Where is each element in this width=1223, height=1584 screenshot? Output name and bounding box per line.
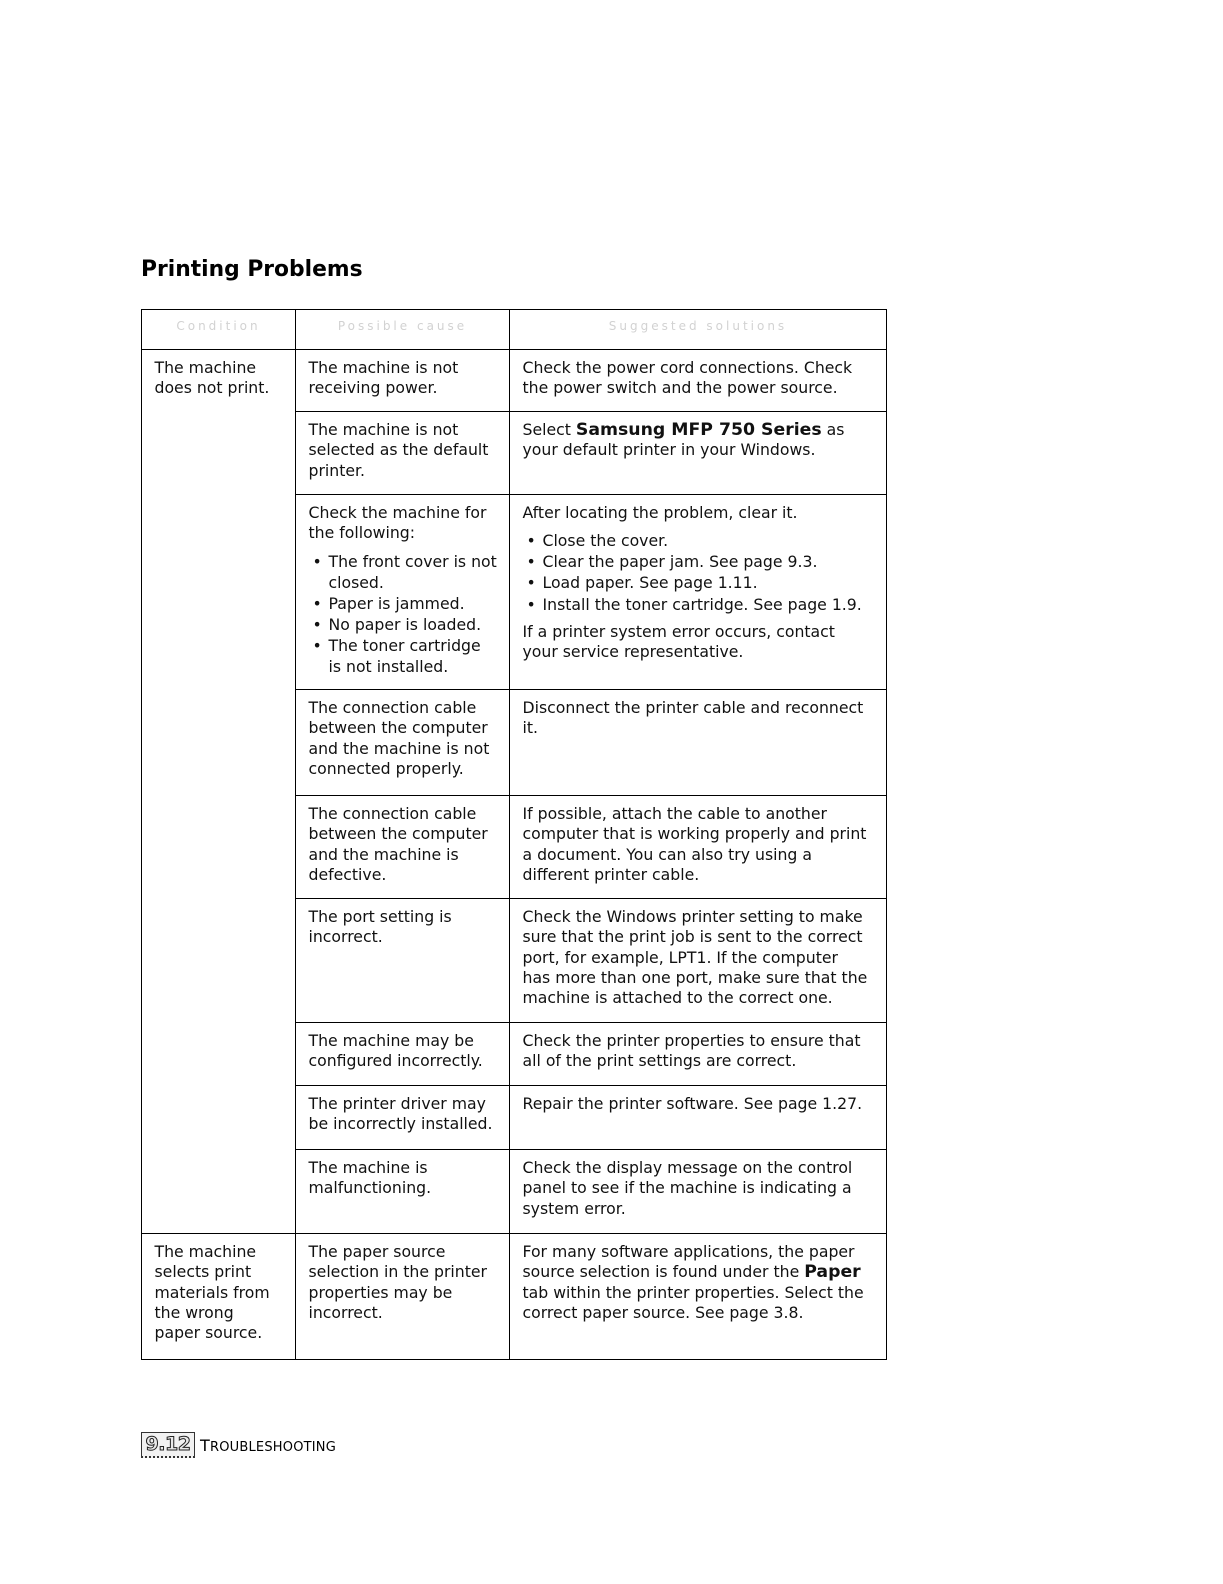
condition-cell	[142, 1234, 296, 1360]
header-solution: Suggested solutions	[510, 310, 887, 350]
header-row	[142, 310, 887, 350]
page-title: Printing Problems	[141, 257, 363, 282]
cause-text: The machine is not selected as the default printer.	[308, 420, 489, 480]
solution-text: If possible, attach the cable to another computer that is working properly and print a document. You can also try using a different printer cable.	[522, 804, 867, 884]
solution-cell	[510, 350, 887, 412]
bullet-item: • The toner cartridge is not installed.	[309, 635, 506, 677]
cause-cell	[296, 412, 510, 495]
bullet-item: • No paper is loaded.	[309, 614, 506, 635]
solution-outro-text: If a printer system error occurs, contact your service representative.	[522, 621, 835, 661]
cause-cell	[296, 1023, 510, 1086]
cause-text: The paper source selection in the printer properties may be incorrect.	[308, 1242, 487, 1322]
cause-text: The printer driver may be incorrectly installed.	[308, 1094, 493, 1134]
solution-cell	[510, 1150, 887, 1234]
section-label: TROUBLESHOOTING	[200, 1435, 337, 1455]
solution-cell	[510, 690, 887, 796]
condition-text: The machine selects print materials from the wrong paper source.	[154, 1242, 270, 1343]
solution-text: Check the printer properties to ensure that all of the print settings are correct.	[522, 1031, 861, 1071]
bullet-item: • Paper is jammed.	[309, 593, 506, 614]
bold-product-name: Samsung MFP 750 Series	[575, 420, 822, 440]
table-row	[142, 1234, 887, 1360]
cause-text: The machine is not receiving power.	[308, 358, 459, 398]
cause-text: The machine may be configured incorrectly.	[308, 1031, 483, 1071]
solution-cell	[510, 1234, 887, 1360]
solution-text-end: as your default printer in your Windows.	[522, 420, 845, 460]
cause-cell	[296, 690, 510, 796]
solution-cell	[510, 899, 887, 1023]
solution-cell	[510, 412, 887, 495]
solution-intro-text: After locating the problem, clear it.	[522, 503, 798, 522]
solution-cell	[510, 796, 887, 899]
header-possible-cause: Possible cause	[296, 310, 510, 350]
solution-text-start: Select	[522, 420, 576, 439]
cause-bullet-list	[309, 551, 506, 678]
cause-cell	[296, 1150, 510, 1234]
cause-cell	[296, 1234, 510, 1360]
solution-text: Check the display message on the control panel to see if the machine is indicating a system error.	[522, 1158, 853, 1218]
condition-cell	[142, 350, 296, 1234]
solution-cell	[510, 1023, 887, 1086]
solution-text-end: tab within the printer properties. Select the correct paper source. See page 3.8.	[522, 1282, 864, 1322]
cause-cell	[296, 350, 510, 412]
bullet-item: • Close the cover.	[523, 530, 883, 551]
solution-text: Check the Windows printer setting to make sure that the print job is sent to the correct port, for example, LPT1. If the computer has more than one port, make sure that the machine is attached to the correct one.	[522, 907, 868, 1008]
bullet-item: • Install the toner cartridge. See page 1.9.	[523, 594, 883, 615]
solution-cell	[510, 1086, 887, 1150]
solution-text: Check the power cord connections. Check the power switch and the power source.	[522, 358, 853, 398]
cause-cell	[296, 899, 510, 1023]
cause-text: The connection cable between the computer and the machine is defective.	[308, 804, 488, 884]
solution-text	[523, 1242, 883, 1323]
cause-intro-text: Check the machine for the following:	[308, 503, 487, 543]
solution-text: Repair the printer software. See page 1.27.	[522, 1094, 863, 1113]
solution-text: Disconnect the printer cable and reconnect it.	[522, 698, 864, 738]
page-footer	[141, 1432, 336, 1458]
page-number-badge: 9.12	[141, 1432, 195, 1458]
header-condition: Condition	[142, 310, 296, 350]
condition-text: The machine does not print.	[154, 358, 270, 398]
solution-text	[523, 420, 883, 461]
table-row	[142, 350, 887, 412]
solution-text-start: For many software applications, the paper source selection is found under the	[522, 1242, 855, 1282]
printing-problems-table	[141, 309, 887, 1360]
bullet-item: • The front cover is not closed.	[309, 551, 506, 593]
cause-text: The machine is malfunctioning.	[308, 1158, 432, 1198]
cause-cell	[296, 1086, 510, 1150]
cause-cell	[296, 495, 510, 690]
cause-text: The port setting is incorrect.	[308, 907, 452, 947]
solution-cell	[510, 495, 887, 690]
bold-tab-name: Paper	[804, 1262, 861, 1283]
bullet-item: • Clear the paper jam. See page 9.3.	[523, 551, 883, 572]
cause-cell	[296, 796, 510, 899]
solution-bullet-list	[523, 530, 883, 614]
cause-text: The connection cable between the computer and the machine is not connected properly.	[308, 698, 490, 778]
bullet-item: • Load paper. See page 1.11.	[523, 572, 883, 593]
